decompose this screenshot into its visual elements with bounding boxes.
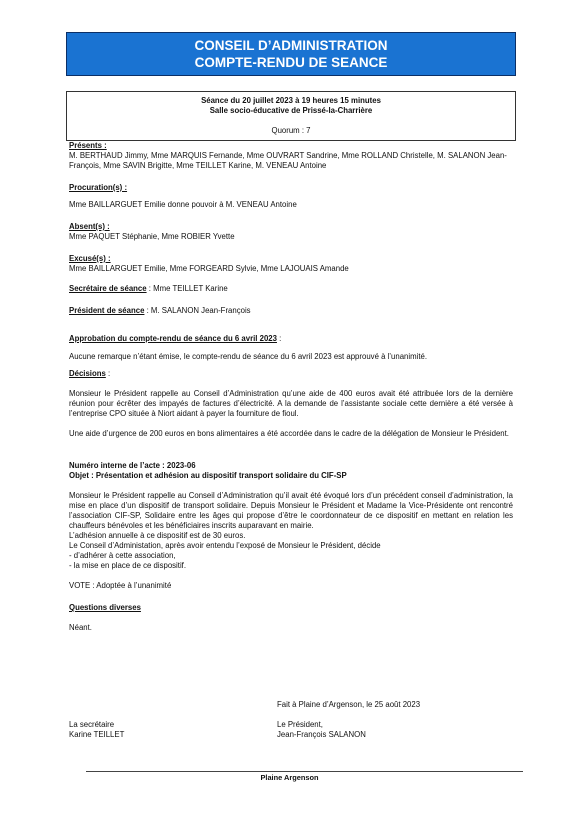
- title-line-1: CONSEIL D’ADMINISTRATION: [194, 38, 388, 53]
- title-banner: [66, 32, 516, 76]
- secretary-name: Karine TEILLET: [69, 730, 125, 739]
- acte-paragraph-1: Monsieur le Président rappelle au Conseil d’Administration qu’il avait été évoqué lors d’un précédent conseil d’administration, la mise en place d’un dispositif de transport solidaire. Depuis Monsieur le Président et Madame la Vice-Présidente ont rencontré l’association CIF-SP, Solidaire entre les âges qui propose d’être le coordonnateur de ce dispositif en mettant en relation les chauffeurs bénévoles et les bénéficiaires inscrits auparavant en mairie.: [69, 491, 513, 530]
- acte-paragraph-4: - d’adhérer à cette association,: [69, 551, 176, 560]
- president-name: : M. SALANON Jean-François: [144, 306, 251, 315]
- vote-result: VOTE : Adoptée à l’unanimité: [69, 581, 172, 590]
- title-line-2: COMPTE-RENDU DE SEANCE: [194, 55, 388, 70]
- session-info-box: [66, 91, 516, 141]
- procurations-text: Mme BAILLARGUET Emilie donne pouvoir à M. VENEAU Antoine: [69, 200, 297, 209]
- presents-list: M. BERTHAUD Jimmy, Mme MARQUIS Fernande, Mme OUVRART Sandrine, Mme ROLLAND Christelle, M. SALANON Jean-François, Mme SAVIN Brigitte, Mme TEILLET Karine, M. VENEAU Antoine: [69, 151, 507, 170]
- approbation-text: Aucune remarque n’étant émise, le compte-rendu de séance du 6 avril 2023 est approuvé à l’unanimité.: [69, 352, 428, 361]
- approbation-heading: Approbation du compte-rendu de séance du 6 avril 2023: [69, 334, 277, 343]
- president-line: [69, 306, 513, 316]
- excuses-heading: Excusé(s) :: [69, 254, 111, 263]
- absents-heading: Absent(s) :: [69, 222, 110, 231]
- session-quorum: Quorum : 7: [271, 126, 311, 135]
- excuses-text: Mme BAILLARGUET Emilie, Mme FORGEARD Sylvie, Mme LAJOUAIS Amande: [69, 264, 349, 273]
- secretaire-heading: Secrétaire de séance: [69, 284, 147, 293]
- acte-paragraph-2: L’adhésion annuelle à ce dispositif est de 30 euros.: [69, 531, 246, 540]
- decisions-line: [69, 369, 513, 379]
- approbation-line: [69, 334, 513, 344]
- approbation-suffix: :: [276, 334, 282, 343]
- decisions-suffix: :: [105, 369, 111, 378]
- secretaire-line: [69, 284, 513, 294]
- secretary-signature-block: [69, 720, 124, 740]
- place-date: Fait à Plaine d’Argenson, le 25 août 2023: [277, 700, 421, 709]
- president-signature-block: [277, 720, 366, 740]
- acte-object: Objet : Présentation et adhésion au dispositif transport solidaire du CIF-SP: [69, 471, 347, 480]
- presents-heading: Présents :: [69, 141, 107, 150]
- footer-text: Plaine Argenson: [260, 773, 319, 782]
- procurations-heading: Procuration(s) :: [69, 183, 128, 192]
- acte-paragraph-3: Le Conseil d’Administation, après avoir entendu l’exposé de Monsieur le Président, décide: [69, 541, 381, 550]
- president-heading: Président de séance: [69, 306, 145, 315]
- acte-number: Numéro interne de l’acte : 2023-06: [69, 461, 196, 470]
- session-location: Salle socio-éducative de Prissé-la-Charrière: [209, 106, 373, 115]
- decisions-paragraph-2: Une aide d’urgence de 200 euros en bons alimentaires a été accordée dans le cadre de la délégation de Monsieur le Président.: [69, 429, 509, 438]
- questions-heading: Questions diverses: [69, 603, 141, 612]
- absents-text: Mme PAQUET Stéphanie, Mme ROBIER Yvette: [69, 232, 235, 241]
- acte-paragraph-5: - la mise en place de ce dispositif.: [69, 561, 187, 570]
- decisions-heading: Décisions: [69, 369, 106, 378]
- session-date: Séance du 20 juillet 2023 à 19 heures 15 minutes: [201, 96, 381, 105]
- president-title: Le Président,: [277, 720, 323, 729]
- president-signature-name: Jean-François SALANON: [277, 730, 366, 739]
- footer-divider: [86, 771, 523, 772]
- secretary-title: La secrétaire: [69, 720, 115, 729]
- secretaire-name: : Mme TEILLET Karine: [146, 284, 228, 293]
- questions-text: Néant.: [69, 623, 92, 632]
- decisions-paragraph-1: Monsieur le Président rappelle au Conseil d’Administration qu’une aide de 400 euros avait été attribuée lors de la dernière réunion pour écrêter des impayés de factures d’électricité. A la demande de l’assistante sociale cette dernière a été versée à l’entreprise CPO située à Niort aidant à payer la fourniture de fioul.: [69, 389, 513, 418]
- minutes-body: [69, 141, 513, 633]
